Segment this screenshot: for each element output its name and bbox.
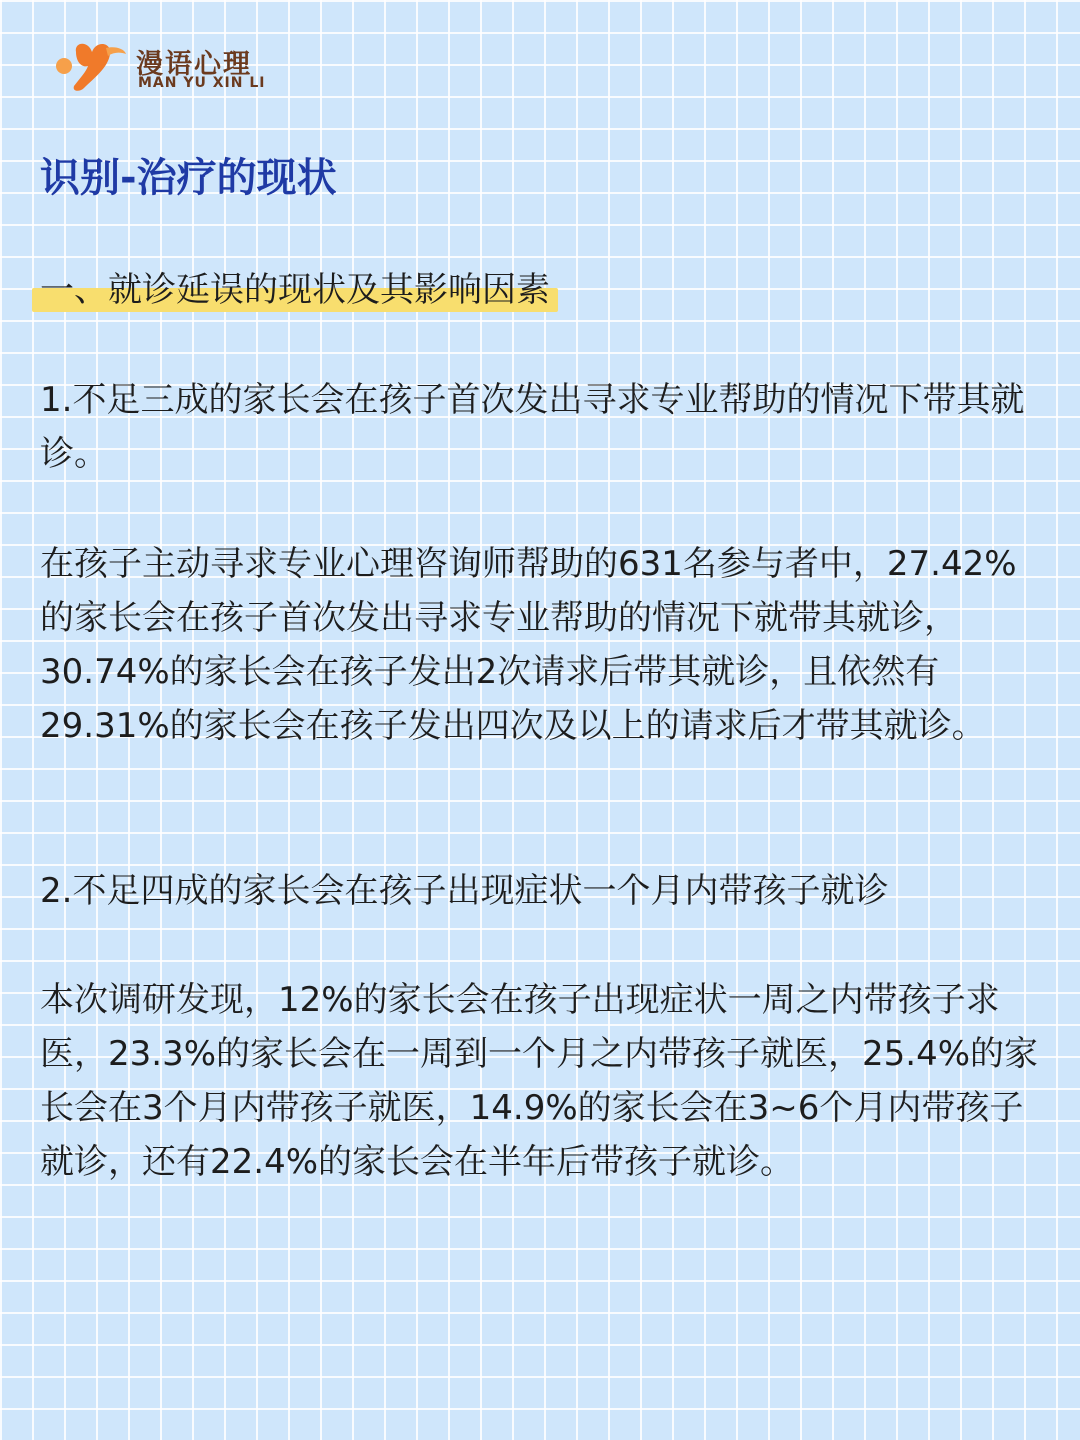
brand-logo [54, 40, 294, 100]
heart-drop-logo-icon [54, 40, 130, 96]
paragraph-point-1-detail: 在孩子主动寻求专业心理咨询师帮助的631名参与者中，27.42%的家长会在孩子首次发出寻求专业帮助的情况下就带其就诊，30.74%的家长会在孩子发出2次请求后带其就诊，且依然有29.31%的家长会在孩子发出四次及以上的请求后才带其就诊。 [40, 544, 1017, 746]
paragraph-point-1: 1.不足三成的家长会在孩子首次发出寻求专业帮助的情况下带其就诊。 [40, 380, 1025, 474]
section-heading [32, 266, 550, 314]
paragraph-point-2-detail: 本次调研发现，12%的家长会在孩子出现症状一周之内带孩子求医，23.3%的家长会在一周到一个月之内带孩子就医，25.4%的家长会在3个月内带孩子就医，14.9%的家长会在3~6个月内带孩子就诊，还有22.4%的家长会在半年后带孩子就诊。 [40, 980, 1039, 1182]
logo-chinese-text: 漫语心理 [136, 49, 252, 80]
logo-english-text: MAN YU XIN LI [138, 75, 266, 91]
page-title: 识别-治疗的现状 [40, 155, 337, 201]
section-heading-text: 一、就诊延误的现状及其影响因素 [40, 270, 550, 310]
paragraph-point-2: 2.不足四成的家长会在孩子出现症状一个月内带孩子就诊 [40, 871, 889, 911]
